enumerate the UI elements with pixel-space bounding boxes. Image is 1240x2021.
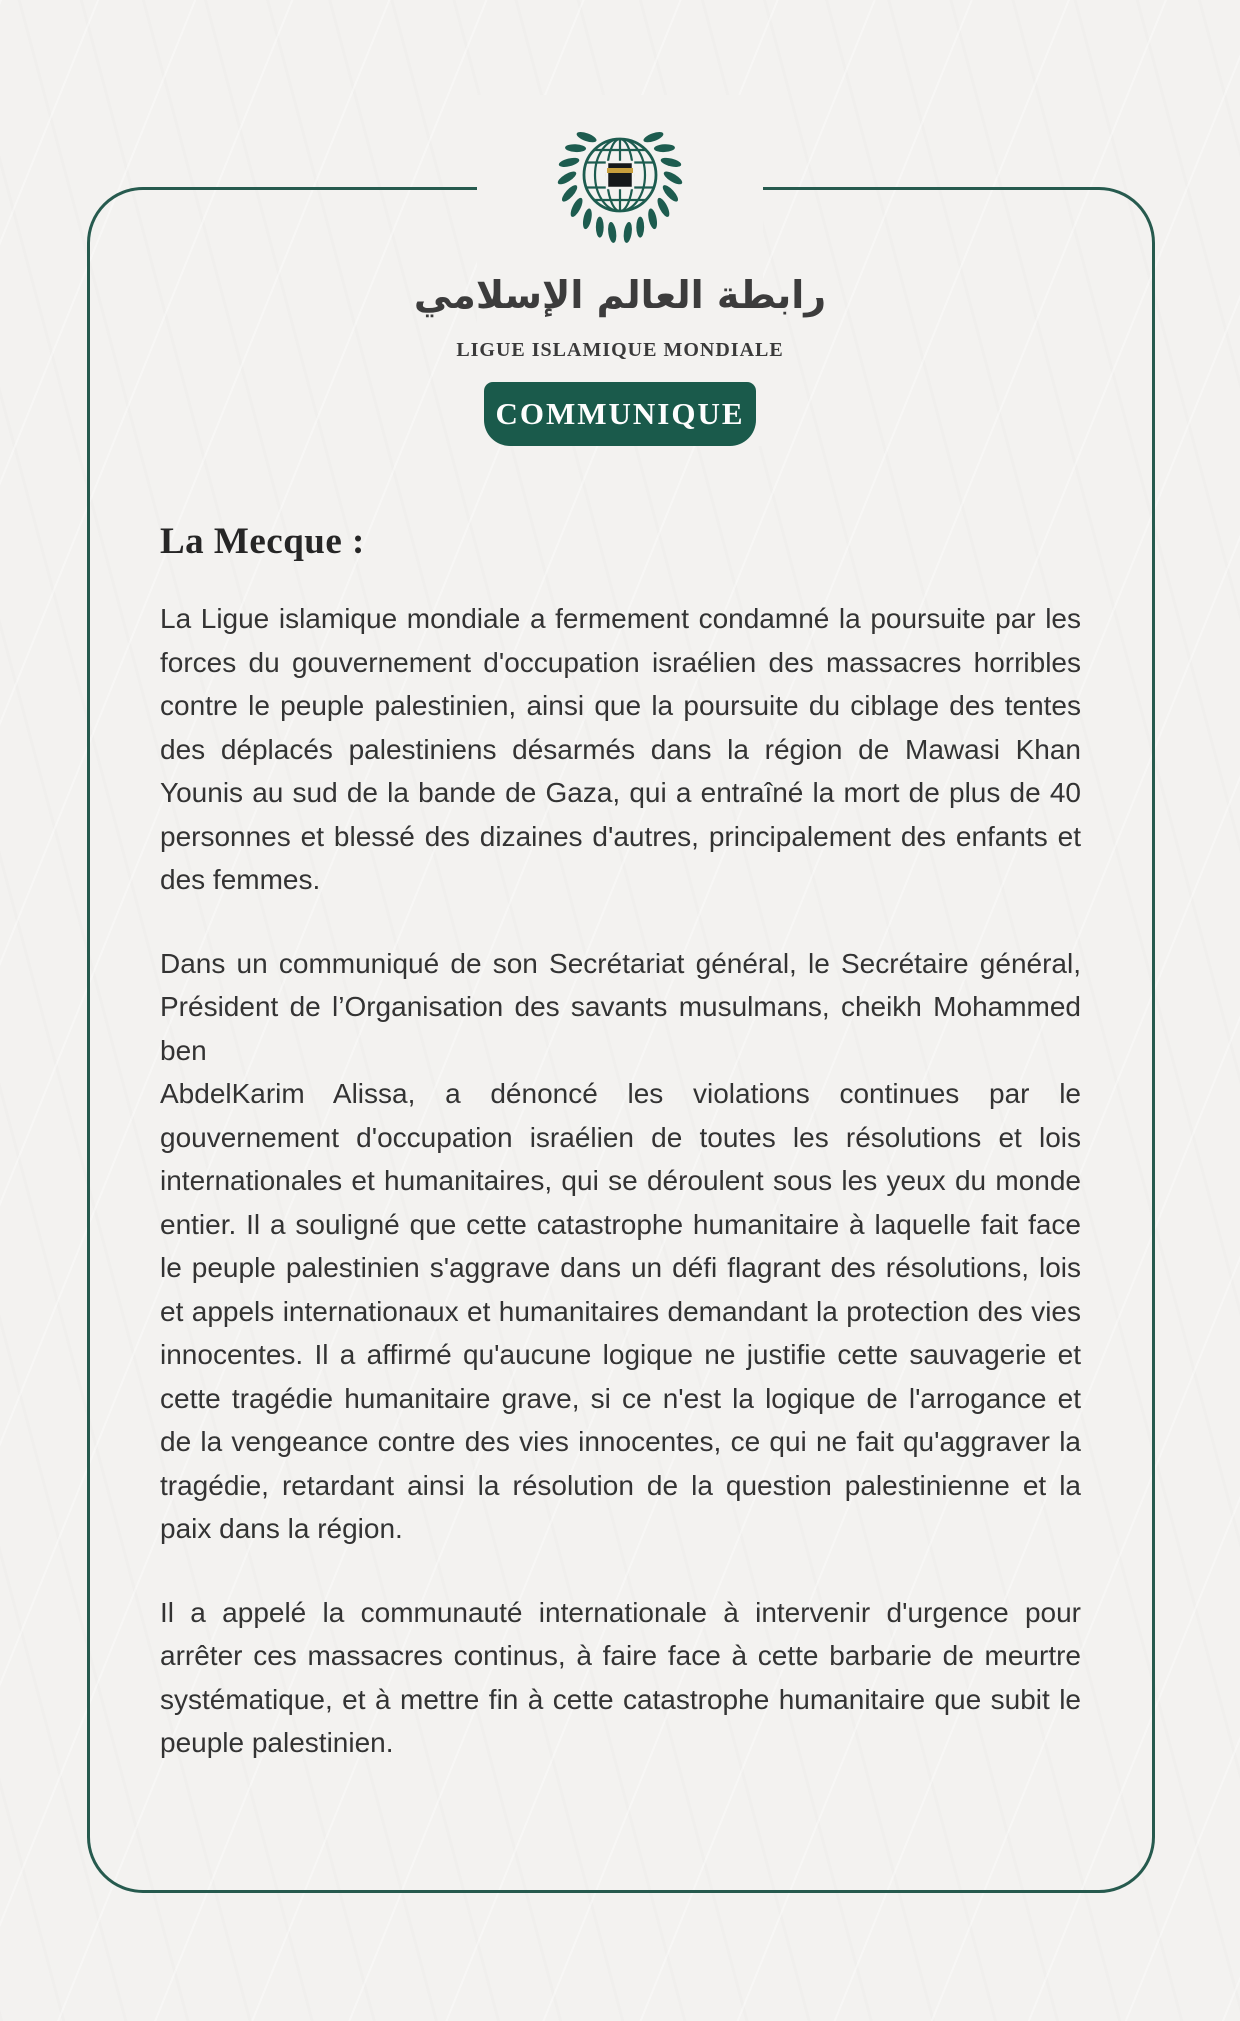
wreath-globe-kaaba-icon: [540, 119, 700, 251]
communique-body: [160, 520, 1081, 1805]
organization-name: LIGUE ISLAMIQUE MONDIALE: [456, 339, 784, 361]
paragraph-2: Dans un communiqué de son Secrétariat général, le Secrétaire général, Président de l’Organisation des savants musulmans, cheikh Mohammed ben: [160, 947, 1081, 1066]
arabic-calligraphy: رابطة العالم الإسلامي: [413, 273, 827, 317]
communique-badge: COMMUNIQUE: [484, 382, 756, 446]
paragraph-3: Il a appelé la communauté internationale à intervenir d'urgence pour arrêter ces massacres continus, à faire face à cette barbarie de meurtre systématique, et à mettre fin à cette catastrophe humanitaire que subit le peuple palestinien.: [160, 1596, 1081, 1758]
masthead: [413, 95, 827, 446]
kaaba-icon: [607, 162, 633, 188]
paragraph-2-continued: AbdelKarim Alissa, a dénoncé les violations continues par le gouvernement d'occupation israélien de toutes les résolutions et lois internationales et humanitaires, qui se déroulent sous les yeux du monde entier. Il a souligné que cette catastrophe humanitaire à laquelle fait face le peuple palestinien s'aggrave dans un défi flagrant des résolutions, lois et appels internationaux et humanitaires demandant la protection des vies innocentes. Il a affirmé qu'aucune logique ne justifie cette sauvagerie et cette tragédie humanitaire grave, si ce n'est la logique de l'arrogance et de la vengeance contre des vies innocentes, ce qui ne fait qu'aggraver la tragédie, retardant ainsi la résolution de la question palestinienne et la paix dans la région.: [160, 1078, 1081, 1544]
dateline: La Mecque :: [160, 521, 365, 562]
paragraph-1: La Ligue islamique mondiale a fermement condamné la poursuite par les forces du gouvernement d'occupation israélien des massacres horribles contre le peuple palestinien, ainsi que la poursuite du ciblage des tentes des déplacés palestiniens désarmés dans la région de Mawasi Khan Younis au sud de la bande de Gaza, qui a entraîné la mort de plus de 40 personnes et blessé des dizaines d'autres, principalement des enfants et des femmes.: [160, 603, 1081, 895]
